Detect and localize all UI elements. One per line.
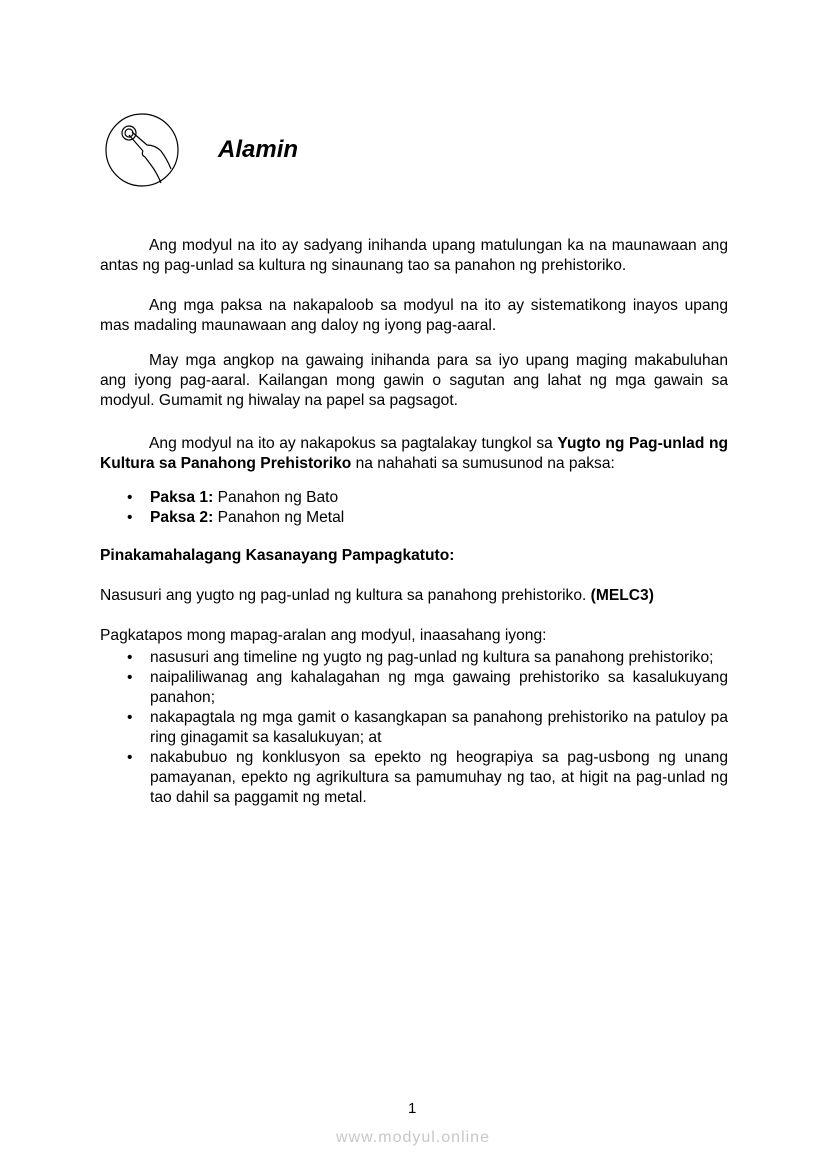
paragraph-topics: Ang mga paksa na nakapaloob sa modyul na ito ay sistematikong inayos upang mas madaling maunawaan ang daloy ng iyong pag-aaral. [100,297,728,334]
topic-label: Paksa 2: [150,509,214,526]
list-item [100,488,728,508]
topic-text: Panahon ng Metal [213,509,345,526]
focus-text: Ang modyul na ito ay nakapokus sa pagtalakay tungkol sa [149,435,558,452]
list-item [100,508,728,528]
list-item: • nasusuri ang timeline ng yugto ng pag-unlad ng kultura sa panahong prehistoriko; [100,648,728,668]
focus-after: na nahahati sa sumusunod na paksa: [351,455,615,472]
topic-label: Paksa 1: [150,489,214,506]
focus-bold: Yugto ng Pag-unlad ng Kultura sa Panahong Prehistoriko [100,435,728,472]
topic-list [100,488,728,528]
objectives-intro: Pagkatapos mong mapag-aralan ang modyul, inaasahang iyong: [100,627,547,644]
paragraph-intro: Ang modyul na ito ay sadyang inihanda upang matulungan ka na maunawaan ang antas ng pag-unlad sa kultura ng sinaunang tao sa panahon ng prehistoriko. [100,237,728,274]
watermark: www.modyul.online [336,1129,490,1146]
hand-pointing-icon [105,107,179,193]
paragraph-activities: May mga angkop na gawaing inihanda para sa iyo upang maging makabuluhan ang iyong pag-aaral. Kailangan mong gawin o sagutan ang lahat ng mga gawain sa modyul. Gumamit ng hiwalay na papel sa pagsagot. [100,352,728,409]
objectives-list [100,648,728,808]
melc-heading: Pinakamahalagang Kasanayang Pampagkatuto: [100,547,455,564]
topic-text: Panahon ng Bato [213,489,339,506]
melc-text [100,586,728,606]
list-item: • nakapagtala ng mga gamit o kasangkapan sa panahong prehistoriko na patuloy pa ring ginagamit sa kasalukuyan; at [100,708,728,748]
melc-body: Nasusuri ang yugto ng pag-unlad ng kultura sa panahong prehistoriko. [100,587,591,604]
section-title: Alamin [218,136,299,163]
melc-code: (MELC3) [590,587,654,604]
page-number: 1 [408,1100,417,1117]
list-item: • nakabubuo ng konklusyon sa epekto ng heograpiya sa pag-usbong ng unang pamayanan, epekto ng agrikultura sa pamumuhay ng tao, at higit na pag-unlad ng tao dahil sa paggamit ng metal. [100,748,728,808]
list-item: • naipaliliwanag ang kahalagahan ng mga gawaing prehistoriko sa kasalukuyang panahon; [100,668,728,708]
paragraph-focus [100,434,728,474]
